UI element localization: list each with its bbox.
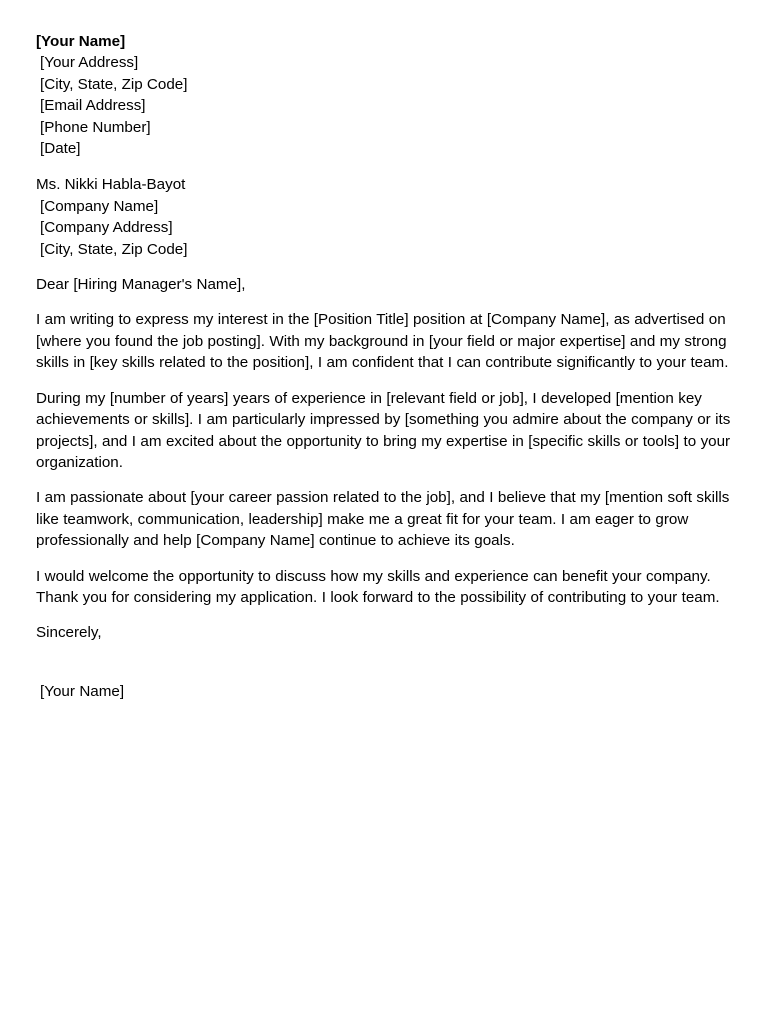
recipient-name: Ms. Nikki Habla-Bayot — [36, 176, 186, 194]
sender-date: [Date] — [40, 140, 81, 158]
sender-address: [Your Address] — [40, 54, 139, 72]
recipient-company: [Company Name] — [40, 197, 159, 215]
recipient-block — [36, 174, 736, 260]
body-paragraph: During my [number of years] years of experience in [relevant field or job], I developed [mention key achievements or skills]. I am particularly impressed by [something you admire about the company or its projects], and I am excited about the opportunity to bring my expertise in [specific skills or tools] to your organization. — [36, 389, 731, 471]
recipient-company-address: [Company Address] — [40, 219, 173, 237]
cover-letter — [36, 31, 736, 702]
body-paragraph: I am passionate about [your career passion related to the job], and I believe that my [mention soft skills like teamwork, communication, leadership] make me a great fit for your team. I am eager to grow professionally and help [Company Name] continue to achieve its goals. — [36, 489, 730, 550]
closing: Sincerely, — [36, 624, 102, 642]
sender-city-state-zip: [City, State, Zip Code] — [40, 75, 188, 93]
sender-email: [Email Address] — [40, 97, 146, 115]
salutation: Dear [Hiring Manager's Name], — [36, 276, 246, 294]
sender-name: [Your Name] — [36, 33, 126, 50]
recipient-city-state-zip: [City, State, Zip Code] — [40, 240, 188, 258]
sender-block — [36, 31, 736, 159]
sender-phone: [Phone Number] — [40, 118, 151, 136]
signature-name: [Your Name] — [40, 682, 125, 700]
body-paragraph: I am writing to express my interest in the [Position Title] position at [Company Name], as advertised on [where you found the job posting]. With my background in [your field or major expertise] and my strong skills in [key skills related to the position], I am confident that I can contribute significantly to your team. — [36, 311, 729, 372]
body-paragraph: I would welcome the opportunity to discuss how my skills and experience can benefit your company. Thank you for considering my application. I look forward to the possibility of contributing to your team. — [36, 567, 720, 606]
